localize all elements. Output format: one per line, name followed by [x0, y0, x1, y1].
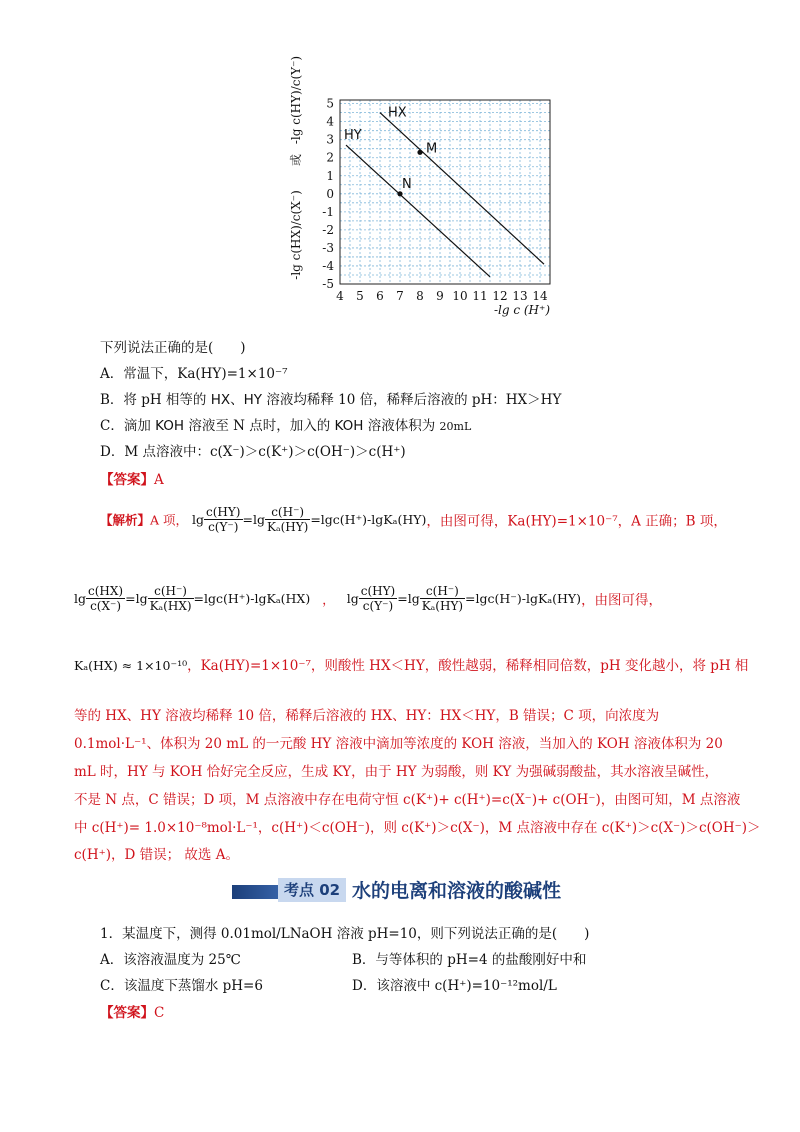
formula-2-lg: lg — [74, 591, 86, 606]
analysis-line-8: 不是 N 点，C 错误；D 项，M 点溶液中存在电荷守恒 c(K⁺)+ c(H⁺)=c(X⁻)+ c(OH⁻)，由图可知，M 点溶液 — [74, 792, 741, 808]
y-tick-label: 1 — [326, 168, 334, 183]
series-label-hx: HX — [388, 105, 407, 121]
y-tick-label: 3 — [326, 132, 334, 147]
answer-2-value: C — [154, 1005, 165, 1021]
formula-1-tail: =lgc(H⁺)-lgKₐ(HY) — [310, 512, 427, 527]
chart — [0, 0, 800, 330]
q2-option-b: B．与等体积的 pH=4 的盐酸刚好中和 — [352, 952, 587, 968]
formula-2-num-2: c(H⁻) — [148, 584, 194, 599]
answer-1-label: 【答案】 — [100, 472, 154, 488]
y-tick-label: 2 — [326, 150, 334, 165]
formula-2-tail: =lgc(H⁺)-lgKₐ(HX) — [193, 591, 311, 606]
option-b-acids: HX、HY — [210, 392, 263, 408]
formula-2-frac-2 — [148, 584, 194, 613]
formula-2-frac-1 — [86, 584, 125, 613]
chart-grid — [340, 100, 550, 284]
analysis-line-7: mL 时，HY 与 KOH 恰好完全反应，生成 KY，由于 HY 为弱酸，则 KY 为强碱弱酸盐，其水溶液呈碱性， — [74, 764, 719, 780]
section-heading — [232, 878, 612, 908]
option-b-prefix: B．将 pH 相等的 — [100, 392, 211, 408]
answer-1-value: A — [154, 472, 164, 488]
option-c-koh-2: KOH — [334, 418, 364, 434]
y-tick-label: 5 — [326, 96, 334, 111]
analysis-line-10: c(H⁺)，D 错误； 故选 A。 — [74, 847, 239, 863]
x-tick-label: 12 — [492, 289, 508, 303]
option-c-middle: 溶液至 N 点时，加入的 — [184, 418, 335, 434]
formula-3-frac-2 — [420, 584, 465, 613]
y-tick-label: -5 — [322, 277, 334, 291]
formula-1-lg: lg — [192, 512, 205, 527]
point-n — [397, 191, 402, 196]
formula-3-tail: =lgc(H⁻)-lgKₐ(HY) — [465, 591, 582, 606]
analysis-line-1 — [100, 505, 727, 534]
point-m — [417, 150, 422, 155]
x-tick-label: 13 — [512, 289, 528, 303]
q2-option-d: D．该溶液中 c(H⁺)=10⁻¹²mol/L — [352, 978, 557, 994]
x-tick-label: 10 — [452, 289, 468, 303]
formula-1-num-1: c(HY) — [206, 505, 241, 519]
analysis-a-prefix: A 项， — [150, 512, 189, 528]
series-label-hy: HY — [344, 128, 362, 144]
formula-2-comma: ， — [322, 591, 335, 607]
x-tick-label: 5 — [356, 289, 364, 303]
analysis-line-4 — [74, 656, 748, 676]
x-tick-label: 4 — [336, 289, 344, 303]
y-axis-label-right: -lg c(HY)/c(Y⁻) — [289, 55, 303, 145]
question-stem: 下列说法正确的是( ) — [100, 340, 246, 356]
chart-points — [397, 141, 437, 196]
x-tick-label: 6 — [376, 289, 384, 303]
y-axis-label-left: -lg c(HX)/c(X⁻) — [289, 190, 303, 280]
analysis-line-6: 0.1mol·L⁻¹、体积为 20 mL 的一元酸 HY 溶液中滴加等浓度的 KOH 溶液，当加入的 KOH 溶液体积为 20 — [74, 736, 723, 752]
x-tick-label: 9 — [436, 289, 444, 303]
formula-2-den-2: Kₐ(HX) — [149, 599, 192, 613]
formula-1-frac-2 — [265, 505, 310, 534]
formula-3-eq: =lg — [397, 591, 420, 606]
answer-2-label: 【答案】 — [100, 1005, 154, 1021]
q2-option-a: A．该溶液温度为 25℃ — [100, 952, 241, 968]
answer-2 — [100, 1003, 164, 1023]
point-label-m: M — [426, 141, 438, 157]
chart-series — [344, 106, 544, 277]
option-d: D．M 点溶液中：c(X⁻)＞c(K⁺)＞c(OH⁻)＞c(H⁺) — [100, 444, 406, 460]
y-tick-label: -4 — [322, 258, 334, 273]
x-tick-label: 11 — [472, 289, 488, 303]
formula-3-lg: lg — [346, 591, 359, 606]
section-tag: 考点 02 — [278, 878, 346, 902]
analysis-line-5: 等的 HX、HY 溶液均稀释 10 倍，稀释后溶液的 HX、HY：HX＜HY，B 错误；C 项，向浓度为 — [74, 708, 660, 724]
formula-4: Kₐ(HX) ≈ 1×10⁻¹⁰ — [74, 658, 188, 673]
x-tick-label: 14 — [532, 289, 548, 303]
formula-1-frac-1 — [204, 505, 242, 534]
formula-1-eq: =lg — [242, 512, 265, 527]
option-b — [100, 390, 561, 410]
option-c — [100, 416, 471, 437]
q2-stem: 1．某温度下，测得 0.01mol/LNaOH 溶液 pH=10，则下列说法正确的是( ) — [100, 926, 590, 942]
formula-1-den-2: Kₐ(HY) — [266, 520, 309, 534]
answer-1 — [100, 470, 164, 490]
x-tick-label: 7 — [396, 289, 404, 303]
formula-3-den-2: Kₐ(HY) — [421, 599, 464, 613]
y-tick-label: -3 — [322, 240, 334, 255]
x-tick-label: 8 — [416, 289, 424, 303]
analysis-line-9: 中 c(H⁺)= 1.0×10⁻⁸mol·L⁻¹，c(H⁺)＜c(OH⁻)，则 c(K⁺)＞c(X⁻)，M 点溶液中存在 c(K⁺)＞c(X⁻)＞c(OH⁻)＞ — [74, 820, 761, 836]
y-tick-label: -1 — [322, 204, 334, 219]
analysis-label: 【解析】 — [100, 512, 151, 528]
section-title: 水的电离和溶液的酸碱性 — [352, 880, 562, 902]
formula-2-eq: =lg — [125, 591, 148, 606]
option-c-middle-2: 溶液体积为 — [363, 418, 440, 434]
option-c-volume: 20mL — [439, 420, 472, 433]
q2-option-c: C．该温度下蒸馏水 pH=6 — [100, 978, 263, 994]
y-tick-label: -2 — [322, 222, 334, 237]
x-axis-label: -lg c (H⁺) — [493, 303, 551, 317]
analysis-a-conclusion: ，由图可得，Ka(HY)=1×10⁻⁷，A 正确；B 项， — [426, 513, 727, 530]
analysis-line-2-post: ，由图可得， — [581, 592, 663, 609]
formula-2-den-1: c(X⁻) — [90, 599, 122, 613]
option-b-suffix: 溶液均稀释 10 倍，稀释后溶液的 pH：HX＞HY — [262, 392, 562, 408]
formula-1-num-2: c(H⁻) — [265, 505, 310, 520]
formula-3-num-2: c(H⁻) — [420, 584, 465, 599]
point-label-n: N — [402, 176, 412, 192]
chart-axes — [340, 100, 550, 284]
option-a: A．常温下，Ka(HY)=1×10⁻⁷ — [100, 366, 288, 382]
analysis-line-2 — [74, 584, 662, 613]
formula-1-den-1: c(Y⁻) — [208, 520, 239, 534]
y-axis-label-mid: 或 — [289, 153, 303, 167]
plot-frame — [340, 100, 550, 284]
option-c-koh-1: KOH — [155, 418, 185, 434]
y-tick-label: 4 — [326, 114, 334, 129]
analysis-line-4-text: ，Ka(HY)=1×10⁻⁷，则酸性 HX＜HY，酸性越弱，稀释相同倍数，pH 变化越小，将 pH 相 — [187, 658, 749, 674]
option-c-prefix: C．滴加 — [100, 418, 156, 434]
formula-2-num-1: c(HX) — [88, 584, 124, 598]
formula-3-num-1: c(HY) — [360, 584, 396, 598]
formula-3-den-1: c(Y⁻) — [362, 599, 394, 613]
y-tick-label: 0 — [326, 186, 334, 201]
formula-3-frac-1 — [359, 584, 397, 613]
